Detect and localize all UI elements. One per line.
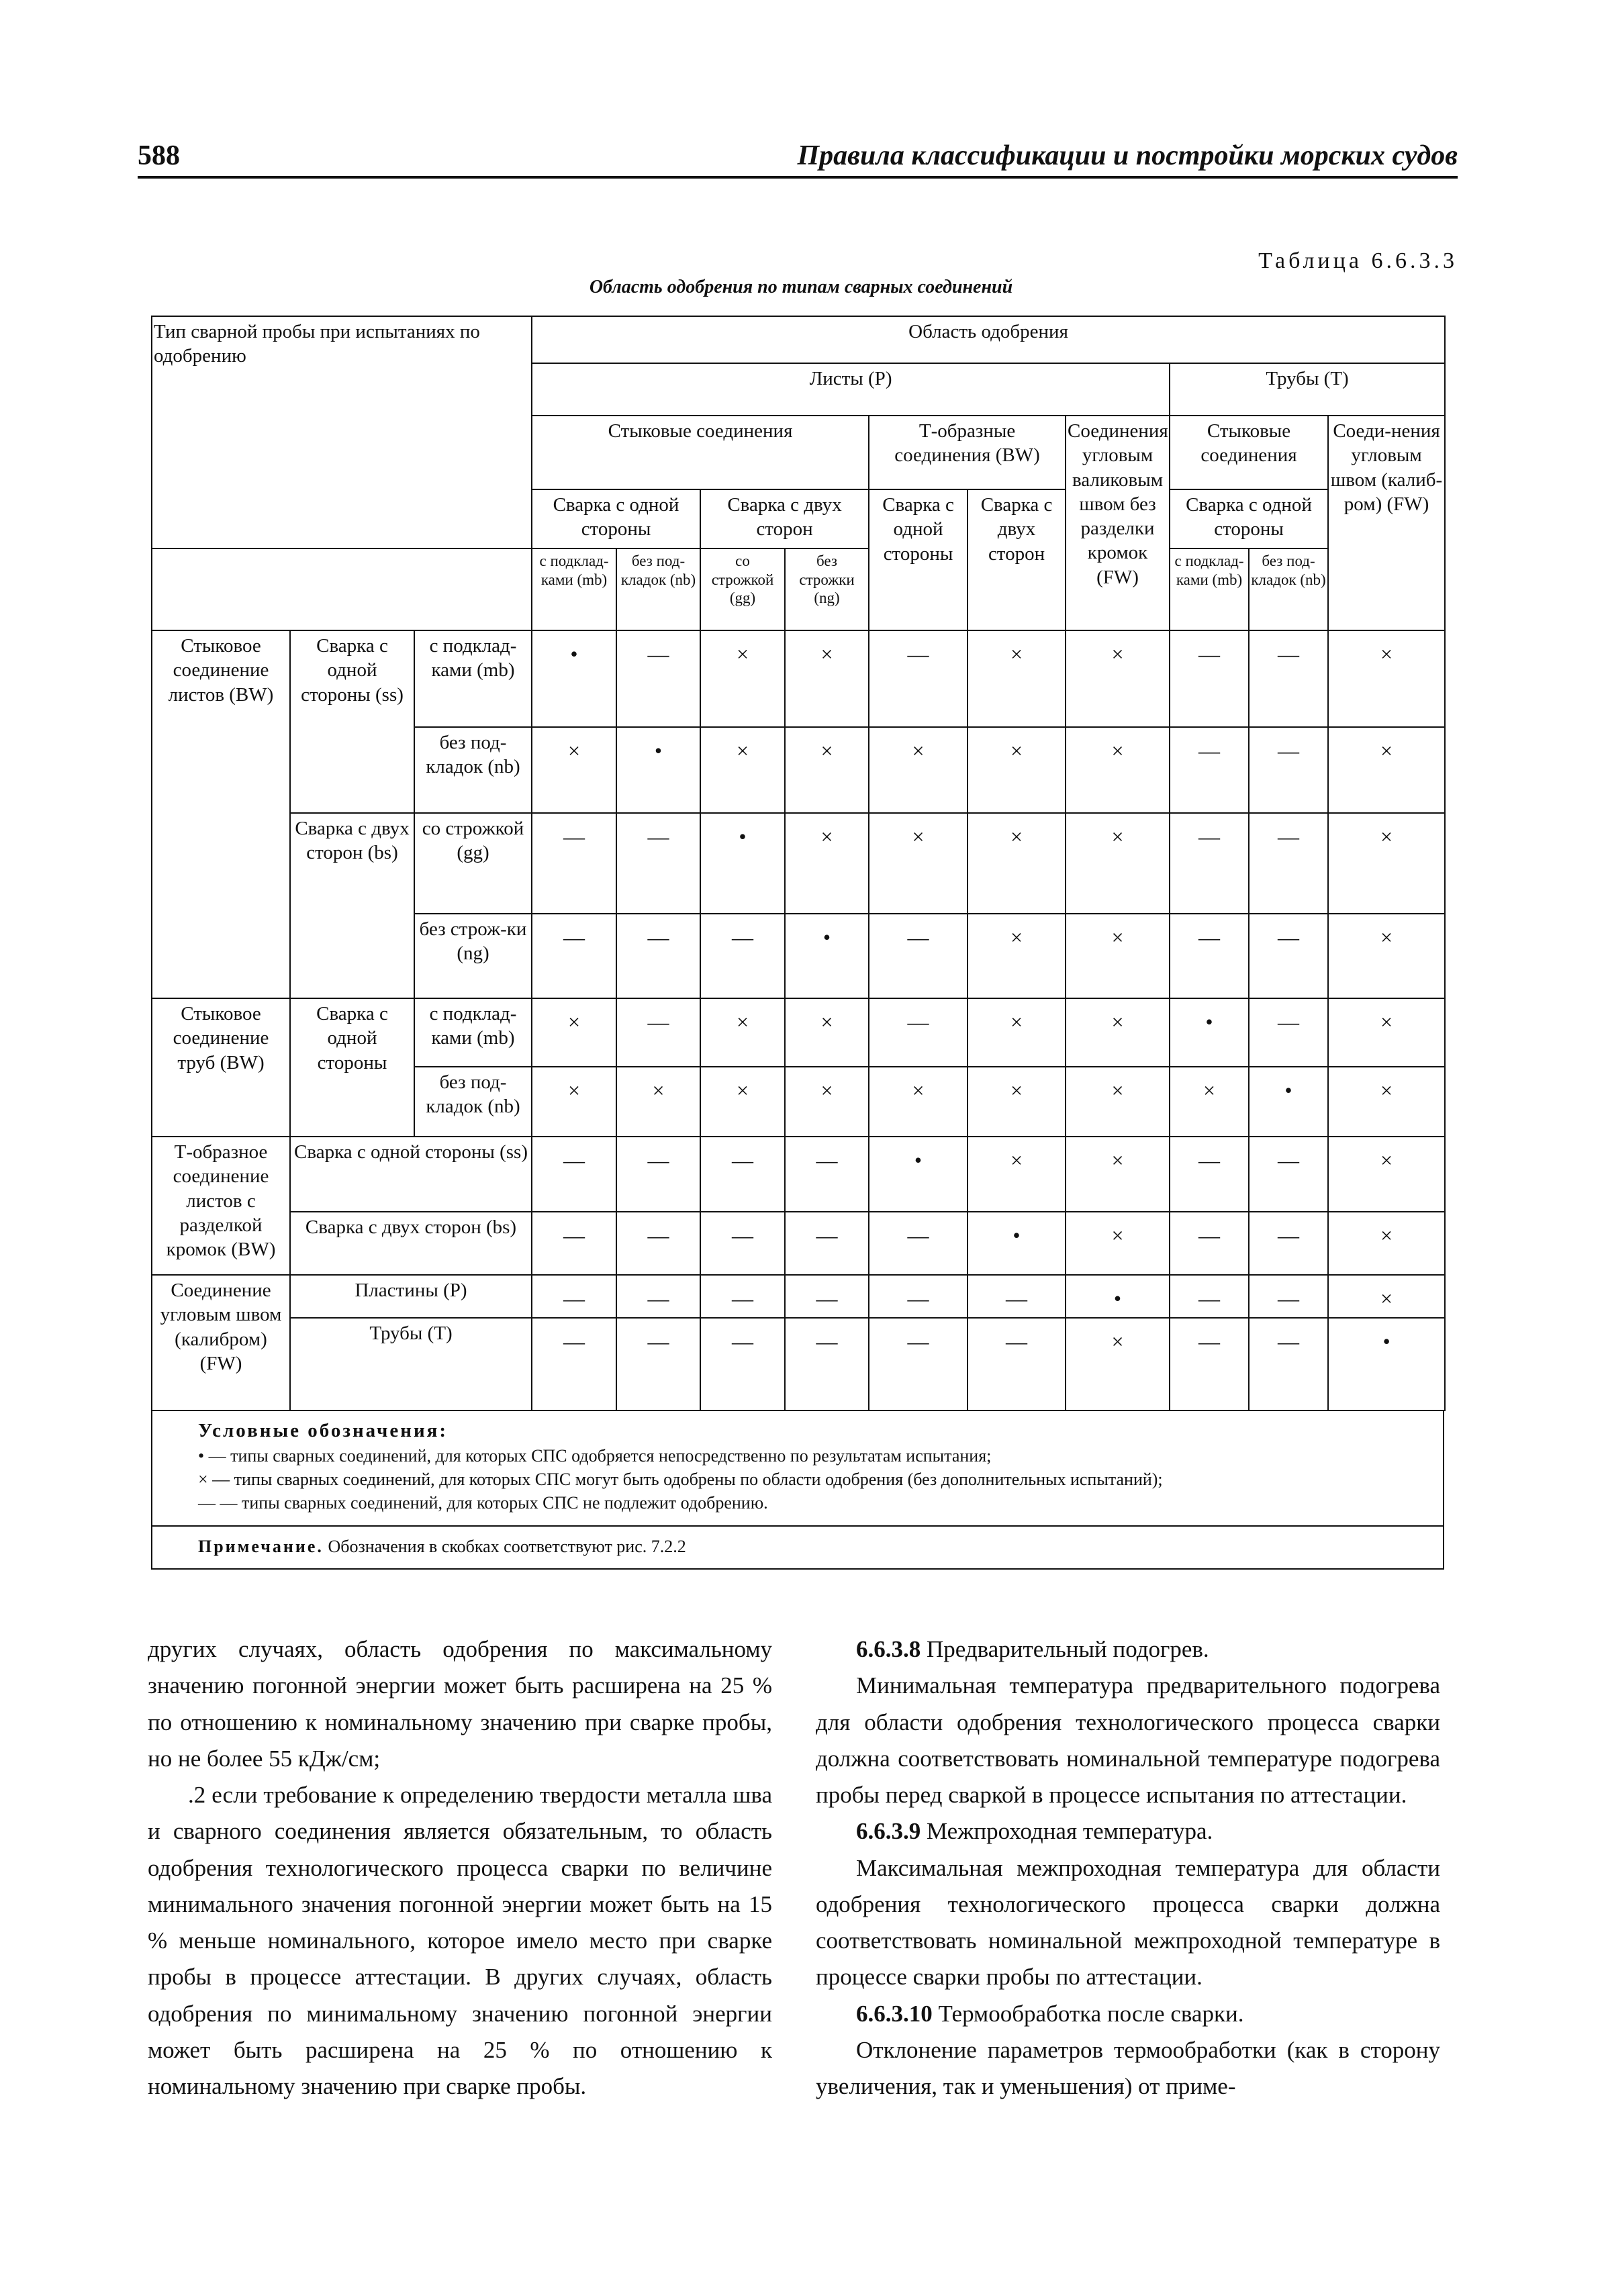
row-label: Сварка с одной стороны (ss) [290,1137,532,1212]
table-row [152,1212,1445,1275]
cell: × [869,727,968,813]
header-spacer [152,548,532,630]
cell: × [1328,1137,1445,1212]
paragraph: других случаях, область одобрения по максимальному значению погонной энергии может быть расширена на 25 % по отношению к номинальному значению при сварке пробы, но не более 55 кДж/см; [148,1636,772,1772]
table-legend [151,1411,1444,1570]
cell: × [1328,1067,1445,1137]
row-group-t-joint: Т-образное соединение листов с разделкой кромок (BW) [152,1137,290,1275]
cell: — [616,914,700,998]
cell: × [785,1067,869,1137]
cell: × [968,813,1066,914]
table-row [152,1137,1445,1212]
table-number: Таблица 6.6.3.3 [1258,248,1458,273]
cell: • [532,630,616,727]
cell: × [1328,914,1445,998]
cell: × [968,630,1066,727]
cell: × [968,1137,1066,1212]
cell: — [700,1212,785,1275]
note-text: Обозначения в скобках соответствуют рис. 7.2.2 [328,1537,686,1557]
cell: × [1328,1212,1445,1275]
cell: — [616,813,700,914]
cell: × [869,813,968,914]
cell: × [869,1067,968,1137]
row-label: с подклад-ками (mb) [414,630,532,727]
header-gg: со строжкой (gg) [700,548,785,630]
cell: × [1328,727,1445,813]
paragraph: Минимальная температура предварительного подогрева для области одобрения технологического процесса сварки должна соответствовать номинальной температуре подогрева пробы перед сваркой в процессе испытания по аттестации. [816,1672,1440,1808]
cell: • [968,1212,1066,1275]
cell: × [1170,1067,1249,1137]
cell: — [1249,1318,1328,1410]
section-number: 6.6.3.10 [856,2000,933,2027]
cell: — [1249,1212,1328,1275]
cell: • [869,1137,968,1212]
paragraph: .2 если требование к определению твердости металла шва и сварного соединения является обязательным, то область одобрения технологического процесса сварки по величине минимального значения погонной энергии может быть на 15 % меньше номинального, которое имело место при сварке пробы в процессе аттестации. В других случаях, область одобрения по минимальному значению погонной энергии может быть расширена на 25 % по отношению к номинальному значению при сварке пробы. [148,1782,772,2099]
section-number: 6.6.3.9 [856,1818,921,1845]
cell: × [785,630,869,727]
header-one-side: Сварка с одной стороны [532,489,700,548]
row-label: без под-кладок (nb) [414,1067,532,1137]
table-row [152,630,1445,727]
cell: — [1170,1212,1249,1275]
cell: — [1170,727,1249,813]
cell: × [785,813,869,914]
row-subgroup-pipe-one-side: Сварка с одной стороны [290,998,414,1137]
cell: — [785,1275,869,1318]
row-group-fillet: Соединение угловым швом (калибром) (FW) [152,1275,290,1410]
cell: × [1066,630,1170,727]
row-label: без строж-ки (ng) [414,914,532,998]
cell: — [1249,727,1328,813]
table-row [152,998,1445,1067]
header-butt-plates: Стыковые соединения [532,416,869,489]
header-t-joints: Т-образные соединения (BW) [869,416,1066,489]
cell: — [869,998,968,1067]
header-plates: Листы (P) [532,363,1170,416]
cell: — [1170,1318,1249,1410]
table-caption: Область одобрения по типам сварных соединений [589,277,1013,297]
cell: — [1170,813,1249,914]
cell: — [616,1212,700,1275]
cell: — [1249,630,1328,727]
cell: × [968,727,1066,813]
cell: × [616,1067,700,1137]
cell: — [968,1275,1066,1318]
cell: — [1170,914,1249,998]
section-title: Межпроходная температура. [927,1818,1213,1845]
section-heading [816,1813,1440,1850]
cell: × [1066,1212,1170,1275]
cell: — [1249,998,1328,1067]
row-subgroup-two-side: Сварка с двух сторон (bs) [290,813,414,998]
cell: × [1066,727,1170,813]
cell: — [1249,813,1328,914]
row-subgroup-one-side: Сварка с одной стороны (ss) [290,630,414,813]
cell: × [1328,813,1445,914]
row-label: с подклад-ками (mb) [414,998,532,1067]
header-t-two-side: Сварка с двух сторон [968,489,1066,630]
cell: • [1249,1067,1328,1137]
cell: × [532,727,616,813]
header-two-side: Сварка с двух сторон [700,489,869,548]
cell: × [1328,630,1445,727]
header-pipe-mb: с подклад-ками (mb) [1170,548,1249,630]
header-test-type: Тип сварной пробы при испытаниях по одобрению [152,316,532,548]
note-label: Примечание. [198,1537,324,1557]
cell: — [869,1275,968,1318]
cell: — [968,1318,1066,1410]
cell: × [968,914,1066,998]
cell: • [1328,1318,1445,1410]
header-ng: без строжки (ng) [785,548,869,630]
table-note [198,1535,1397,1558]
right-column [816,1631,1440,2105]
cell: × [700,1067,785,1137]
cell: — [869,1318,968,1410]
table-row [152,1275,1445,1318]
cell: • [1170,998,1249,1067]
header-pipe-one-side: Сварка с одной стороны [1170,489,1328,548]
cell: × [700,630,785,727]
cell: • [700,813,785,914]
cell: — [869,914,968,998]
legend-item-direct: • — типы сварных соединений, для которых СПС одобряется непосредственно по результатам испытания; [198,1446,992,1466]
cell: — [532,1137,616,1212]
header-fillet-pipes: Соеди-нения угловым швом (калиб-ром) (FW) [1328,416,1445,630]
cell: — [616,998,700,1067]
cell: — [532,914,616,998]
cell: — [616,1275,700,1318]
cell: × [700,998,785,1067]
cell: — [700,1318,785,1410]
row-label: со строжкой (gg) [414,813,532,914]
section-title: Предварительный подогрев. [927,1636,1209,1662]
header-butt-pipes: Стыковые соединения [1170,416,1328,489]
cell: × [1066,1318,1170,1410]
row-label: Пластины (P) [290,1275,532,1318]
cell: — [1170,1137,1249,1212]
header-t-one-side: Сварка с одной стороны [869,489,968,630]
header-nb: без под-кладок (nb) [616,548,700,630]
cell: — [616,1318,700,1410]
cell: × [1066,914,1170,998]
cell: — [700,914,785,998]
cell: — [785,1212,869,1275]
cell: — [1249,1137,1328,1212]
page-number: 588 [138,140,180,171]
header-scope: Область одобрения [532,316,1445,363]
cell: × [532,998,616,1067]
row-label: Сварка с двух сторон (bs) [290,1212,532,1275]
header-fillet-plates: Соединения угловым валиковым швом без разделки кромок (FW) [1066,416,1170,630]
cell: × [700,727,785,813]
cell: — [532,1318,616,1410]
section-title: Термообработка после сварки. [938,2000,1244,2027]
cell: — [532,1212,616,1275]
header-pipe-nb: без под-кладок (nb) [1249,548,1328,630]
cell: × [1066,1137,1170,1212]
paragraph: Максимальная межпроходная температура для области одобрения технологического процесса сварки должна соответствовать номинальной межпроходной температуре в процессе сварки пробы по аттестации. [816,1854,1440,1991]
cell: — [532,813,616,914]
cell: × [968,1067,1066,1137]
cell: — [532,1275,616,1318]
legend-item-scope: × — типы сварных соединений, для которых СПС могут быть одобрены по области одобрения (без дополнительных испытаний); [198,1470,1163,1490]
legend-title: Условные обозначения: [198,1420,449,1441]
cell: × [1066,998,1170,1067]
cell: — [616,630,700,727]
cell: • [616,727,700,813]
table-row [152,1318,1445,1410]
cell: — [616,1137,700,1212]
cell: — [700,1275,785,1318]
cell: — [1170,630,1249,727]
section-heading [816,1631,1440,1668]
cell: — [1249,1275,1328,1318]
cell: × [1328,1275,1445,1318]
cell: — [869,630,968,727]
row-label: без под-кладок (nb) [414,727,532,813]
cell: • [1066,1275,1170,1318]
cell: — [700,1137,785,1212]
cell: — [785,1318,869,1410]
legend-item-not-approved: — — типы сварных соединений, для которых СПС не подлежит одобрению. [198,1493,768,1513]
section-number: 6.6.3.8 [856,1636,921,1662]
cell: • [785,914,869,998]
approval-table [151,316,1444,1570]
row-label: Трубы (T) [290,1318,532,1410]
header-mb: с подклад-ками (mb) [532,548,616,630]
cell: × [785,998,869,1067]
paragraph: Отклонение параметров термообработки (как в сторону увеличения, так и уменьшения) от приме- [816,2036,1440,2099]
header-pipes: Трубы (T) [1170,363,1445,416]
cell: × [1066,813,1170,914]
row-group-butt-pipes: Стыковое соединение труб (BW) [152,998,290,1137]
cell: — [1170,1275,1249,1318]
cell: × [785,727,869,813]
cell: × [1066,1067,1170,1137]
left-column [148,1631,772,2105]
cell: — [785,1137,869,1212]
cell: × [968,998,1066,1067]
legend-divider [152,1525,1443,1527]
cell: — [1249,914,1328,998]
cell: × [532,1067,616,1137]
cell: × [1328,998,1445,1067]
row-group-butt-plates: Стыковое соединение листов (BW) [152,630,290,998]
header-rule [138,176,1458,179]
table-row [152,813,1445,914]
section-heading [816,1996,1440,2032]
running-title: Правила классификации и постройки морских судов [797,140,1458,171]
cell: — [869,1212,968,1275]
